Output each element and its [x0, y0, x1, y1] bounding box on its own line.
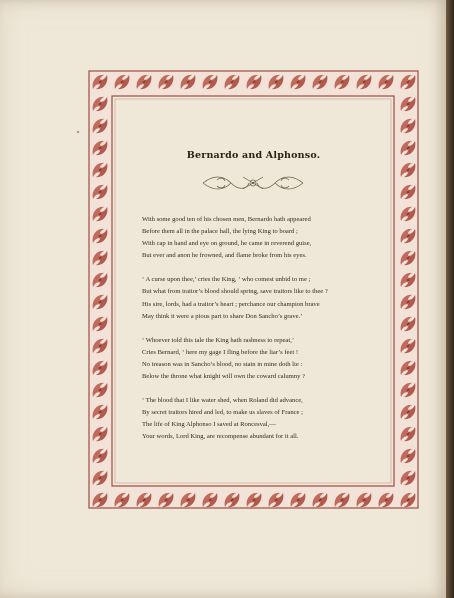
- stanza: [142, 214, 390, 262]
- poem-line: No treason was in Sancho’s blood, no stain in mine doth lie :: [142, 360, 303, 368]
- poem-line: Before them all in the palace hall, the lying King to board ;: [142, 228, 298, 236]
- stanza: [142, 335, 390, 383]
- poem-line: Your words, Lord King, are recompense abundant for it all.: [142, 433, 299, 441]
- poem-line: By secret traitors hired and led, to make us slaves of France ;: [142, 409, 303, 417]
- poem-line: But ever and anon he frowned, and flame broke from his eyes.: [142, 252, 307, 260]
- stanza: [142, 274, 390, 322]
- poem-line: ‘ The blood that I like water shed, when Roland did advance,: [142, 397, 303, 405]
- poem-line: May think it were a pious part to share Don Sancho’s grave.’: [142, 312, 303, 320]
- poem-line: His sire, lords, had a traitor’s heart ; perchance our champion brave: [142, 300, 320, 308]
- flourish-ornament: [199, 172, 307, 194]
- poem-line: But what from traitor’s blood should spring, save traitors like to thee ?: [142, 288, 328, 296]
- book-binding-edge: [446, 0, 454, 598]
- poem-line: ‘ A curse upon thee,’ cries the King, ‘ who comest unbid to me ;: [142, 276, 311, 284]
- poem-title: Bernardo and Alphonso.: [186, 150, 321, 161]
- poem-line: With cap in hand and eye on ground, he came in reverend guise,: [142, 240, 312, 248]
- stanza: [142, 395, 390, 443]
- poem-stanzas: [142, 214, 390, 456]
- poem-block: [115, 98, 392, 491]
- poem-line: ‘ Whoever told this tale the King hath rashness to repeat,’: [142, 336, 295, 344]
- poem-line: Cries Bernard, ‘ here my gage I fling before the liar’s feet !: [142, 348, 299, 356]
- poem-line: Below the throne what knight will own the coward calumny ?: [142, 373, 305, 381]
- poem-line: The life of King Alphonso I saved at Roncesval,—: [142, 421, 276, 429]
- poem-line: With some good ten of his chosen men, Bernardo hath appeared: [142, 216, 311, 223]
